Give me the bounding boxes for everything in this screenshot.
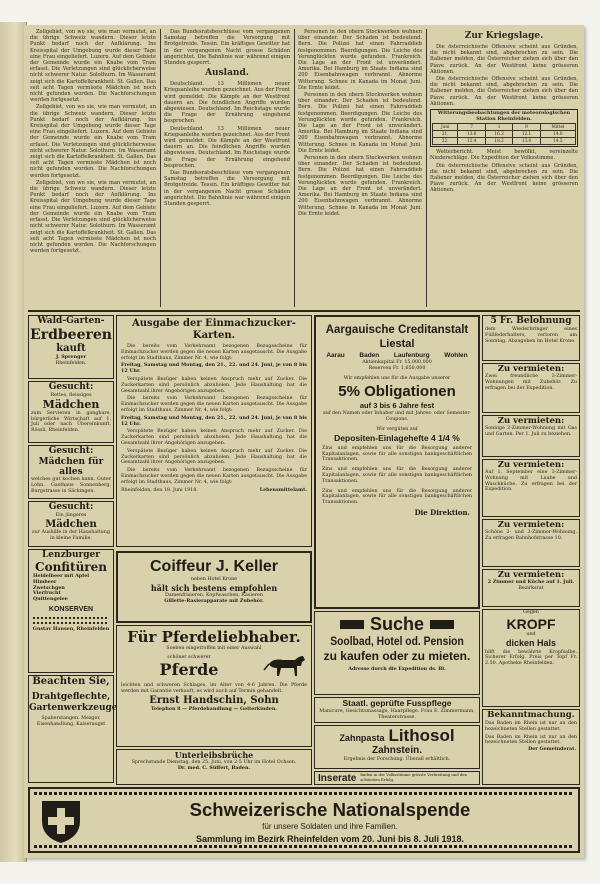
ad-text: Die bereits vom Verkehrsamt bezogenen Bezugsscheine für Einmachzucker werden gegen die neuen Karten ausgetauscht. Die Ausgabe erfolgt im Stadthaus, Zimmer Nr. 4, wie folgt:: [121, 468, 307, 485]
ad-text: zum Servieren in gangbare, bürgerliche Wirtschaft auf 1. Juli oder nach Übereinkunft. Rössli, Rheinfelden.: [31, 410, 111, 434]
ad-gesucht-2: [28, 445, 114, 499]
ad-konfitueren: [28, 549, 114, 673]
ad-pferde: [116, 625, 312, 747]
ad-seller: Ernst Handschin, Sohn: [149, 695, 279, 707]
ad-text: Aktienkapital Fr. 15,000,000: [362, 360, 432, 365]
ad-text: Verspätete Bezüger haben keinen Anspruch mehr auf Zucker. Die Zuckerkarten sind persönlich abzuholen. Jede Haushaltung hat die Gesamtzahl ihrer Angehörigen anzugeben.: [121, 429, 307, 446]
ad-nationalspende: [28, 787, 580, 853]
ad-headline: Confitüren: [35, 560, 107, 574]
ad-headline: Gartenwerkzeuge: [29, 703, 118, 713]
ad-line: Zahnstein.: [371, 745, 422, 756]
ad-kropf: [482, 609, 580, 707]
ad-line: auf 3 bis 6 Jahre fest: [359, 401, 435, 411]
ad-signature: Lebensmittelamt.: [259, 486, 307, 493]
ad-text: Zwei freundliche 3-Zimmer-Wohnungen mit Zubehör. Zu erfragen bei der Expedition.: [485, 374, 577, 391]
ad-signature: Der Gemeinderat.: [528, 746, 576, 753]
weather-row: [433, 130, 576, 137]
news-column-2: [164, 29, 290, 305]
ad-line: Wald-Garten-: [37, 316, 105, 326]
ad-text: Wir empfehlen uns für die Ausgabe unserer: [343, 375, 451, 381]
section-heading-kriegslage: Zur Kriegslage.: [464, 31, 544, 41]
weather-row: [433, 138, 576, 145]
ad-text: Damenfrisieren, Kopfwaschen, Rasieren: [165, 592, 263, 598]
weather-cell: 16.3: [485, 130, 512, 137]
ad-text: Soeben eingetroffen mit einer Auswahl: [166, 646, 262, 651]
ad-text: finden in der Volksstimme grösste Verbreitung und den schönsten Erfolg.: [360, 772, 467, 782]
news-text: Wetterbericht. Meist bewölkt, vereinzelte Niederschläge. Die Expedition der Volksstimme.: [430, 149, 578, 162]
ad-line: Zahnpasta: [339, 733, 385, 743]
ad-text: Wir vergüten auf: [376, 426, 418, 432]
news-text: Personen in den obern Stockwerken wohnen über einander. Der Schaden ist bedeutend. Bern. Die Polizei hat einen Fahrraddieb festgenommen. Beerdigungen. Die Leiche des Verunglückten wurde gefunden. Frankreich. Die Lage an der Front ist unverändert. Amerika. Bei Hamburg im Staate Indiana sind 200 Eisenbahnwagen verbrannt. Abnorme Witterung. Schnee in Kanada im Monat Juni. Die Ernte leidet.: [298, 92, 422, 154]
ad-line: KONSERVEN: [48, 605, 94, 613]
rule: [33, 617, 109, 619]
ad-text: Sprechstunde Dienstag, den 25. Juni, von 2-5 Uhr im Hotel Ochsen.: [131, 760, 297, 765]
ad-headline: dicken Hals: [505, 637, 557, 648]
weather-cell: 18.2: [485, 138, 512, 145]
ad-title: Gesucht:: [48, 502, 94, 512]
city-label: Aarau: [326, 352, 345, 359]
ad-text: Manicure, Gesichtsmassage, Haarpflege. Frau E. Zimmermann, Theaterstrasse.: [319, 709, 475, 720]
ad-text: Gillette-Rasierapparate mit Zubehör.: [164, 597, 264, 604]
ad-text: Das Baden im Rhein ist nur an den bezeichneten Stellen gestattet.: [485, 721, 577, 732]
ad-line: Lenzburger: [41, 550, 101, 560]
ad-inserate: [314, 771, 480, 785]
weather-row: [433, 123, 576, 130]
weather-cell: 7: [458, 123, 485, 130]
ad-text: Telephon 8 — Pferdehandlung — Gelterkinden.: [151, 706, 277, 713]
ad-text: dem Wiederbringer eines Füllfederhalters, verloren am Sonntag. Abzugeben im Hotel Krone.: [485, 327, 577, 344]
interest-rate: 5%: [338, 383, 360, 401]
ad-line: Drahtgeflechte,: [31, 692, 111, 702]
ad-headline: Unterleibsbrüche: [174, 750, 254, 760]
ad-zu-vermieten-5: [482, 569, 580, 607]
ad-text: Bezirksrat: [518, 585, 544, 591]
ad-line: Soolbad, Hotel od. Pension: [330, 634, 464, 648]
ad-text: Zins und empfehlen uns für die Besorgung anderer Kapitalanlagen, sowie für alle sonstigen bankgeschäftlichen Transaktionen.: [322, 488, 472, 506]
ad-gesucht-3: [28, 501, 114, 547]
news-text: Die österreichische Offensive scheint aus Gründen, die nicht bekannt sind, abgebrochen zu sein. Die Italiener melden, die Österreicher ziehen sich über den Piave zurück. An der Westfront keine grösseren Aktionen.: [430, 44, 578, 75]
ad-text: auf den Namen oder Inhaber und mit Jahres- oder Semester-Coupons.: [322, 411, 472, 423]
ad-text: Die bereits vom Verkehrsamt bezogenen Bezugsscheine für Einmachzucker werden gegen die neuen Karten ausgetauscht. Die Ausgabe erfolgt im Stadthaus, Zimmer Nr. 4, wie folgt:: [121, 344, 307, 361]
interest-rate: 4 1/4 %: [431, 432, 460, 443]
news-column-4: [430, 29, 578, 305]
ad-headline: Staatl. geprüfte Fusspflege: [342, 698, 452, 708]
weather-cell: Mittel: [540, 123, 575, 130]
ad-text: Spalierstangen. Mezger, Eisenhandlung, Kaiseraugst: [36, 716, 106, 727]
block-ornament: [340, 620, 364, 629]
news-text: Personen in den obern Stockwerken wohnen über einander. Der Schaden ist bedeutend. Bern. Die Polizei hat einen Fahrraddieb festgenommen. Beerdigungen. Die Leiche des Verunglückten wurde gefunden. Frankreich. Die Lage an der Front ist unverändert. Amerika. Bei Hamburg im Staate Indiana sind 200 Eisenbahnwagen verbrannt. Abnorme Witterung. Schnee in Kanada im Monat Juni. Die Ernte leidet.: [298, 29, 422, 91]
ad-text: Zins und empfehlen uns für die Besorgung anderer Kapitalanlagen, sowie für alle sonstigen bankgeschäftlichen Transaktionen.: [322, 445, 472, 463]
ad-dates: Freitag, Samstag und Montag, den 21., 22. und 24. Juni, je von 8 bis 12 Uhr.: [121, 362, 307, 375]
product-item: Himbeer: [33, 578, 57, 585]
ad-text: leichten und schweren Schlages, im Alter von 4-6 Jahren. Die Pferde werden mit Garantie verkauft, es wird auch auf Termin gehandelt.: [121, 682, 307, 694]
ad-text: Verspätete Bezüger haben keinen Anspruch mehr auf Zucker. Die Zuckerkarten sind persönlich abzuholen. Jede Haushaltung hat die Gesamtzahl ihrer Angehörigen anzugeben.: [121, 376, 307, 394]
ad-title: Gesucht:: [48, 446, 94, 456]
ad-zu-vermieten-2: [482, 415, 580, 457]
ad-text: Die bereits vom Verkehrsamt bezogenen Bezugsscheine für Einmachzucker werden gegen die neuen Karten ausgetauscht. Die Ausgabe erfolgt im Stadthaus, Zimmer Nr. 4, wie folgt:: [121, 396, 307, 413]
ad-headline: Mädchen: [42, 397, 100, 411]
product-item: Heidelbeer mit Apfel: [33, 573, 90, 579]
weather-cell: 21.: [433, 130, 458, 137]
ad-headline: Zu vermieten:: [497, 570, 565, 580]
ad-zu-vermieten-1: [482, 363, 580, 413]
ad-headline: Inserate: [318, 772, 357, 784]
column-rule: [294, 29, 295, 307]
weather-cell: 13.6: [458, 130, 485, 137]
ad-text: Das Baden im Rhein ist nur an den bezeichneten Stellen gestattet.: [485, 734, 577, 746]
ad-text: hilft die bewährte Kropfsalbe. Sicherer Erfolg. Preis per Topf Fr. 2.50. Apotheke Rheinfelden.: [485, 649, 577, 667]
ad-line: Depositen-Einlagehefte: [334, 432, 429, 443]
news-text: Das Bundesratsbeschlüsse vom vergangenen Samstag betreffen die Versorgung mit Brotgetreide. Tessin. Ein kräftiges Gewitter hat in der vergangenen Nacht grosse Schäden angerichtet. Die Bahnlinie war während einigen Stunden gesperrt.: [164, 29, 290, 67]
ad-headline: Zu vermieten:: [497, 520, 565, 530]
ad-headline: Suche: [369, 614, 425, 634]
news-text: Die österreichische Offensive scheint aus Gründen, die nicht bekannt sind, abgebrochen zu sein. Die Italiener melden, die Österreicher ziehen sich über den Piave zurück. An der Westfront keine grösseren Aktionen.: [430, 76, 578, 107]
weather-cell: 1: [485, 123, 512, 130]
ad-text: Sonnige 2-Zimmer-Wohnung mit Gas und Garten. Per 1. Juli zu beziehen.: [485, 426, 577, 437]
newspaper-page: [24, 25, 584, 858]
news-text: Deutschland. 13 Millionen neuer Kriegsanleihe wurden gezeichnet. Aus der Front wird gemeldet: Die Kämpfe an der Westfront dauern an. Die feindlichen Angriffe wurden abgewiesen. Deutschland. Im Reichstage wurde die Frage der Ernährung eingehend besprochen.: [164, 81, 290, 125]
ad-text: und: [526, 631, 536, 637]
weather-cell: Juni: [433, 123, 458, 130]
ad-text: Verspätete Bezüger haben keinen Anspruch mehr auf Zucker. Die Zuckerkarten sind persönlich abzuholen. Jede Haushaltung hat die Gesamtzahl ihrer Angehörigen anzugeben.: [121, 448, 307, 466]
ad-title: Beachten Sie,: [32, 676, 110, 687]
column-rule: [160, 29, 161, 307]
ad-headline: Aargauische Creditanstalt: [325, 324, 469, 336]
ad-zu-vermieten-4: [482, 519, 580, 567]
horse-icon: [261, 652, 311, 682]
ad-dates: Freitag, Samstag und Montag, den 21., 22. und 24. Juni, je von 8 bis 12 Uhr.: [121, 414, 307, 427]
ad-suche-soolbad: [314, 611, 480, 695]
ad-headline: KROPF: [506, 615, 556, 632]
weather-cell: 9: [513, 123, 540, 130]
ad-beachten: [28, 675, 118, 783]
news-text: Deutschland. 13 Millionen neuer Kriegsanleihe wurden gezeichnet. Aus der Front wird gemeldet: Die Kämpfe an der Westfront dauern an. Die feindlichen Angriffe wurden abgewiesen. Deutschland. Im Reichstage wurde die Frage der Ernährung eingehend besprochen.: [164, 125, 290, 169]
ad-lithosol: [314, 725, 480, 769]
ad-text: Ergebnis der Forschung. Überall erhältlich.: [343, 757, 451, 762]
ad-signature: Die Direktion.: [414, 507, 470, 517]
ad-place: Rheinfelden.: [55, 360, 87, 366]
ad-body: [117, 342, 311, 495]
news-text: Die österreichische Offensive scheint aus Gründen, die nicht bekannt sind, abgebrochen zu sein. Die Italiener melden, die Österreicher ziehen sich über den Piave zurück. An der Westfront keine grösseren Aktionen.: [430, 162, 578, 194]
ad-text: neben Hotel Krone: [190, 577, 238, 582]
ad-headline: Mädchen: [45, 518, 97, 530]
ad-text: Auf 1. September eine 3-Zimmer-Wohnung mit Laube und Waschküche. Zu erfragen bei der Expedition.: [485, 470, 577, 493]
ad-einmachzucker: [116, 315, 312, 547]
ad-signature: Dr. med. C. Süffert, Baden.: [177, 764, 251, 771]
ad-headline: Zu vermieten:: [497, 364, 565, 374]
ad-text: zur Aushilfe in der Haushaltung in kleine Familie.: [32, 529, 110, 541]
ad-bekanntmachung: [482, 709, 580, 785]
ad-zu-vermieten-3: [482, 459, 580, 517]
news-text: Zollgebiet, von wo sie, wie man vermutet, an die übrige Schweiz wandern. Dieser letzte Punkt bedarf noch der Aufklärung. Ins Kreisspital der Umgebung wurde dieser Tage eine Frau eingeliefert. Luzern. Auf dem Gebiete der Gemeinde wurde ein Knabe vom Tram erfasst. Die Verletzungen sind glücklicherweise nicht schwerer Natur. Solothurn. Im Wasseramt zeigt sich die Kartoffelkrankheit. St. Gallen. Das seit acht Tagen vermisste Mädchen ist noch nicht gefunden worden. Die Nachforschungen werden fortgesetzt.: [30, 179, 156, 255]
ad-text: Reserven Fr. 1,650,000: [368, 365, 426, 371]
ad-line: Liestal: [379, 338, 415, 350]
news-text: Personen in den obern Stockwerken wohnen über einander. Der Schaden ist bedeutend. Bern. Die Polizei hat einen Fahrraddieb festgenommen. Beerdigungen. Die Leiche des Verunglückten wurde gefunden. Frankreich. Die Lage an der Front ist unverändert. Amerika. Bei Hamburg im Staate Indiana sind 200 Eisenbahnwagen verbrannt. Abnorme Witterung. Schnee in Kanada im Monat Juni. Die Ernte leidet.: [298, 155, 422, 217]
ad-title: Gesucht:: [48, 382, 94, 392]
weather-cell: 14.5: [540, 138, 575, 145]
ad-date-line: Rheinfelden, den 18. Juni 1918.: [121, 487, 198, 493]
city-label: Wohlen: [444, 352, 468, 359]
ad-fusspflege: [314, 697, 480, 723]
ad-text: Gegen: [523, 610, 539, 615]
ad-text: Rettes, fleissiges: [50, 393, 92, 398]
ad-line: Sammlung im Bezirk Rheinfelden vom 20. Juni bis 8. Juli 1918.: [195, 834, 465, 844]
ad-headline: Lithosol: [388, 726, 455, 745]
news-text: Das Bundesratsbeschlüsse vom vergangenen Samstag betreffen die Versorgung mit Brotgetreide. Tessin. Ein kräftiges Gewitter hat in der vergangenen Nacht grosse Schäden angerichtet. Die Bahnlinie war während einigen Stunden gesperrt.: [164, 170, 290, 208]
ad-headline: Obligationen: [364, 383, 456, 401]
ad-headline: Ausgabe der Einmachzucker-Karten.: [132, 318, 296, 341]
ad-line: für unsere Soldaten und ihre Familien.: [262, 822, 398, 831]
ad-headline: Zu vermieten:: [497, 416, 565, 426]
ad-text: Ein jüngeres: [55, 513, 87, 518]
news-column-3: [298, 29, 422, 305]
weather-cell: 22.: [433, 138, 458, 145]
ad-text: 2 Zimmer und Küche auf 1. Juli.: [487, 579, 575, 585]
ad-text: welches gut kochen kann. Guter Lohn. Gasthaus Sonnenberg, Burgstrasse in Säckingen.: [31, 477, 111, 494]
ad-headline: Erdbeeren: [30, 327, 112, 343]
ad-belohnung: [482, 315, 580, 361]
ad-line: kauft: [56, 343, 86, 354]
section-heading-ausland: Ausland.: [205, 68, 249, 79]
block-ornament: [430, 620, 454, 629]
ad-text: Adresse durch die Expedition ds. Bl.: [348, 666, 446, 672]
news-column-1: [30, 29, 156, 305]
ad-unterleibsbrueche: [116, 749, 312, 785]
weather-title: Witterungsbeobachtungen der meteorologischen Station Rheinfelden.: [437, 110, 571, 122]
ad-headline: Coiffeur J. Keller: [149, 558, 279, 575]
ad-headline: Für Pferdeliebhaber.: [127, 628, 301, 646]
ad-text: Zins und empfehlen uns für die Besorgung anderer Kapitalanlagen, sowie für alle sonstigen bankgeschäftlichen Transaktionen.: [322, 467, 472, 484]
ad-waldgarten: [28, 315, 114, 379]
ad-headline: Bekanntmachung.: [487, 710, 575, 720]
ad-headline: Schweizerische Nationalspende: [189, 799, 471, 820]
border-ornament: [34, 845, 574, 848]
ad-headline: Mädchen für alles: [38, 457, 104, 477]
weather-cell: 12.4: [458, 138, 485, 145]
weather-table: [432, 123, 576, 146]
weather-cell: 12.1: [513, 130, 540, 137]
product-item: Zwetschgen: [33, 584, 65, 591]
ad-gesucht-1: [28, 381, 114, 443]
rule: [33, 622, 109, 624]
weather-table-box: [430, 109, 578, 147]
ad-aargauische-creditanstalt: [314, 315, 480, 609]
news-text: Zollgebiet, von wo sie, wie man vermutet, an die übrige Schweiz wandern. Dieser letzte Punkt bedarf noch der Aufklärung. Ins Kreisspital der Umgebung wurde dieser Tage eine Frau eingeliefert. Luzern. Auf dem Gebiete der Gemeinde wurde ein Knabe vom Tram erfasst. Die Verletzungen sind glücklicherweise nicht schwerer Natur. Solothurn. Im Wasseramt zeigt sich die Kartoffelkrankheit. St. Gallen. Das seit acht Tagen vermisste Mädchen ist noch nicht gefunden worden. Die Nachforschungen werden fortgesetzt.: [30, 29, 156, 104]
product-item: Quittengelee: [33, 596, 68, 603]
city-label: Laufenburg: [393, 352, 430, 359]
news-text: Zollgebiet, von wo sie, wie man vermutet, an die übrige Schweiz wandern. Dieser letzte Punkt bedarf noch der Aufklärung. Ins Kreisspital der Umgebung wurde dieser Tage eine Frau eingeliefert. Luzern. Auf dem Gebiete der Gemeinde wurde ein Knabe vom Tram erfasst. Die Verletzungen sind glücklicherweise nicht schwerer Natur. Solothurn. Im Wasseramt zeigt sich die Kartoffelkrankheit. St. Gallen. Das seit acht Tagen vermisste Mädchen ist noch nicht gefunden worden. Die Nachforschungen werden fortgesetzt.: [30, 104, 156, 179]
ad-seller: J. Sprenger: [55, 354, 87, 360]
product-item: Vierfrucht: [33, 590, 61, 597]
weather-cell: 13.0: [513, 138, 540, 145]
ad-seller: Gustav Hansen, Rheinfelden: [32, 625, 110, 632]
ad-text: schöner schwerer: [167, 654, 211, 660]
swiss-shield-icon: [40, 799, 82, 845]
ad-text: Schöne 2- und 3-Zimmer-Wohnung. Zu erfragen Bahnhofstrasse 10.: [485, 530, 577, 541]
ad-headline: Zu vermieten:: [497, 460, 565, 470]
column-rule: [426, 29, 427, 307]
border-ornament: [34, 792, 574, 795]
ad-line: hält sich bestens empfohlen: [150, 582, 278, 593]
section-divider: [28, 310, 580, 312]
ad-coiffeur: [116, 551, 312, 623]
weather-cell: 14.0: [540, 130, 575, 137]
ad-headline: Pferde: [159, 659, 219, 679]
ad-headline: 5 Fr. Belohnung: [490, 316, 572, 326]
book-binding: [0, 22, 27, 862]
city-label: Baden: [359, 352, 380, 359]
ad-line: zu kaufen oder zu mieten.: [323, 649, 471, 663]
